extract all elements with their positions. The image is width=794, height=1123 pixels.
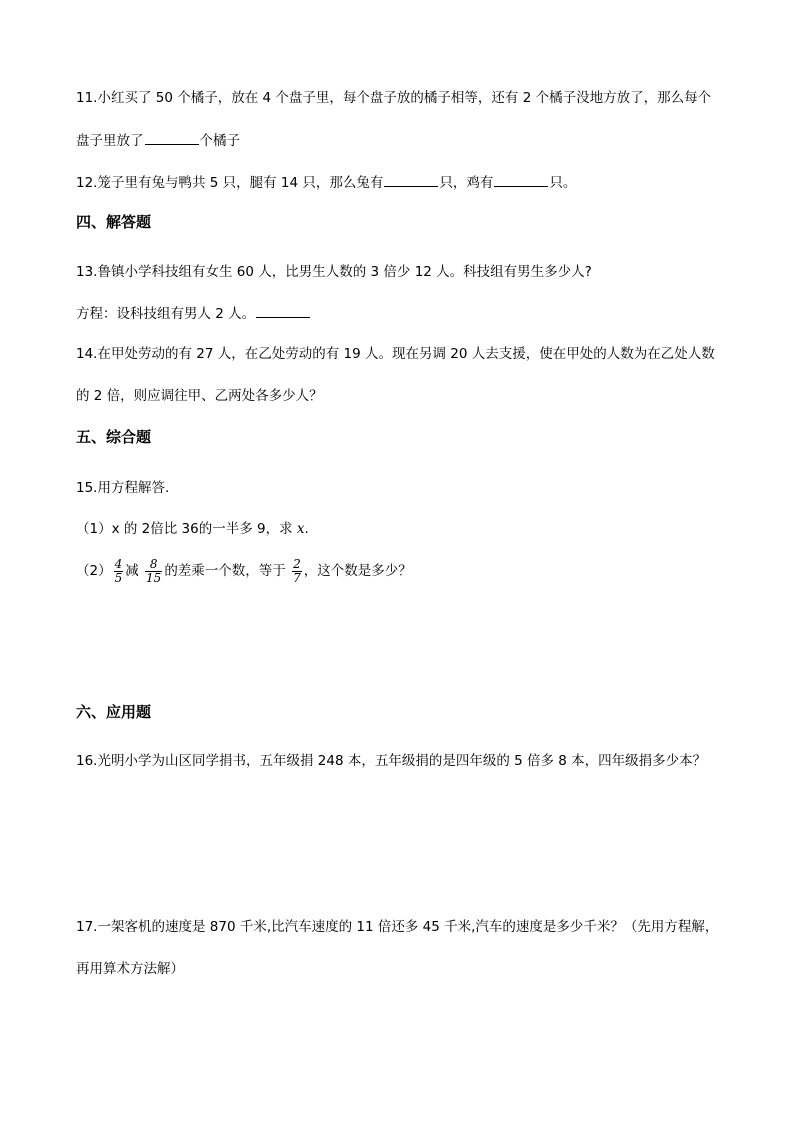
q11-text-a: 盘子里放了 — [76, 133, 144, 149]
fraction-four-fifths — [114, 558, 124, 585]
fraction-denominator: 15 — [146, 570, 162, 585]
q14-line1: 14.在甲处劳动的有 27 人，在乙处劳动的有 19 人。现在另调 20 人去支援，使在甲处的人数为在乙处人数 — [76, 346, 715, 362]
q15-sub1-text-b: . — [304, 521, 309, 537]
q12-line — [76, 172, 734, 193]
q12-text-c: 只。 — [549, 175, 577, 191]
q15-sub2-text-d: ，这个数是多少？ — [303, 563, 412, 579]
section-heading-6: 六、应用题 — [76, 703, 152, 721]
fraction-numerator: 2 — [293, 556, 301, 571]
q15-sub2-text-b: 减 — [125, 563, 144, 579]
q12-text-b: 只，鸡有 — [439, 175, 494, 191]
q17-line2: 再用算术方法解） — [76, 961, 184, 977]
fraction-numerator: 8 — [145, 558, 162, 572]
fraction-two-sevenths — [292, 558, 302, 585]
q15-sub1-variable: x — [296, 521, 305, 537]
q15-sub2-text-c: 的差乘一个数，等于 — [164, 563, 291, 579]
q11-answer-blank[interactable] — [145, 130, 199, 145]
q14-line2: 的 2 倍，则应调往甲、乙两处各多少人？ — [76, 388, 323, 404]
q11-line1: 11.小红买了 50 个橘子，放在 4 个盘子里，每个盘子放的橘子相等，还有 2 个橘子没地方放了，那么每个 — [76, 90, 712, 106]
q11-line2 — [76, 130, 734, 151]
fraction-eight-fifteenths — [145, 558, 162, 585]
q13-equation-label: 方程：设科技组有男人 2 人。 — [76, 306, 256, 322]
q12-text-a: 12.笼子里有兔与鸭共 5 只，腿有 14 只，那么兔有 — [76, 175, 384, 191]
q12-rabbit-blank[interactable] — [384, 172, 438, 187]
q13-line1: 13.鲁镇小学科技组有女生 60 人，比男生人数的 3 倍少 12 人。科技组有男生多少人? — [76, 264, 592, 280]
section-heading-5: 五、综合题 — [76, 428, 152, 446]
fraction-denominator: 7 — [293, 570, 301, 585]
q15-line1: 15.用方程解答. — [76, 480, 170, 496]
q12-chicken-blank[interactable] — [494, 172, 548, 187]
section-heading-4: 四、解答题 — [76, 213, 152, 231]
q17-line1: 17.一架客机的速度是 870 千米,比汽车速度的 11 倍还多 45 千米,汽车的速度是多少千米？（先用方程解， — [76, 919, 719, 935]
q15-sub2 — [76, 556, 734, 586]
q15-sub2-text-a: （2） — [76, 563, 112, 579]
q15-sub1-text-a: （1）x 的 2倍比 36的一半多 9，求 — [76, 521, 297, 537]
q13-line2 — [76, 303, 734, 324]
fraction-denominator: 5 — [114, 570, 123, 585]
q16-line1: 16.光明小学为山区同学捐书，五年级捐 248 本，五年级捐的是四年级的 5 倍多 8 本，四年级捐多少本？ — [76, 753, 707, 769]
q13-answer-blank[interactable] — [256, 303, 310, 318]
q15-sub1 — [76, 519, 734, 539]
fraction-numerator: 4 — [114, 556, 123, 571]
q11-text-b: 个橘子 — [199, 133, 240, 149]
